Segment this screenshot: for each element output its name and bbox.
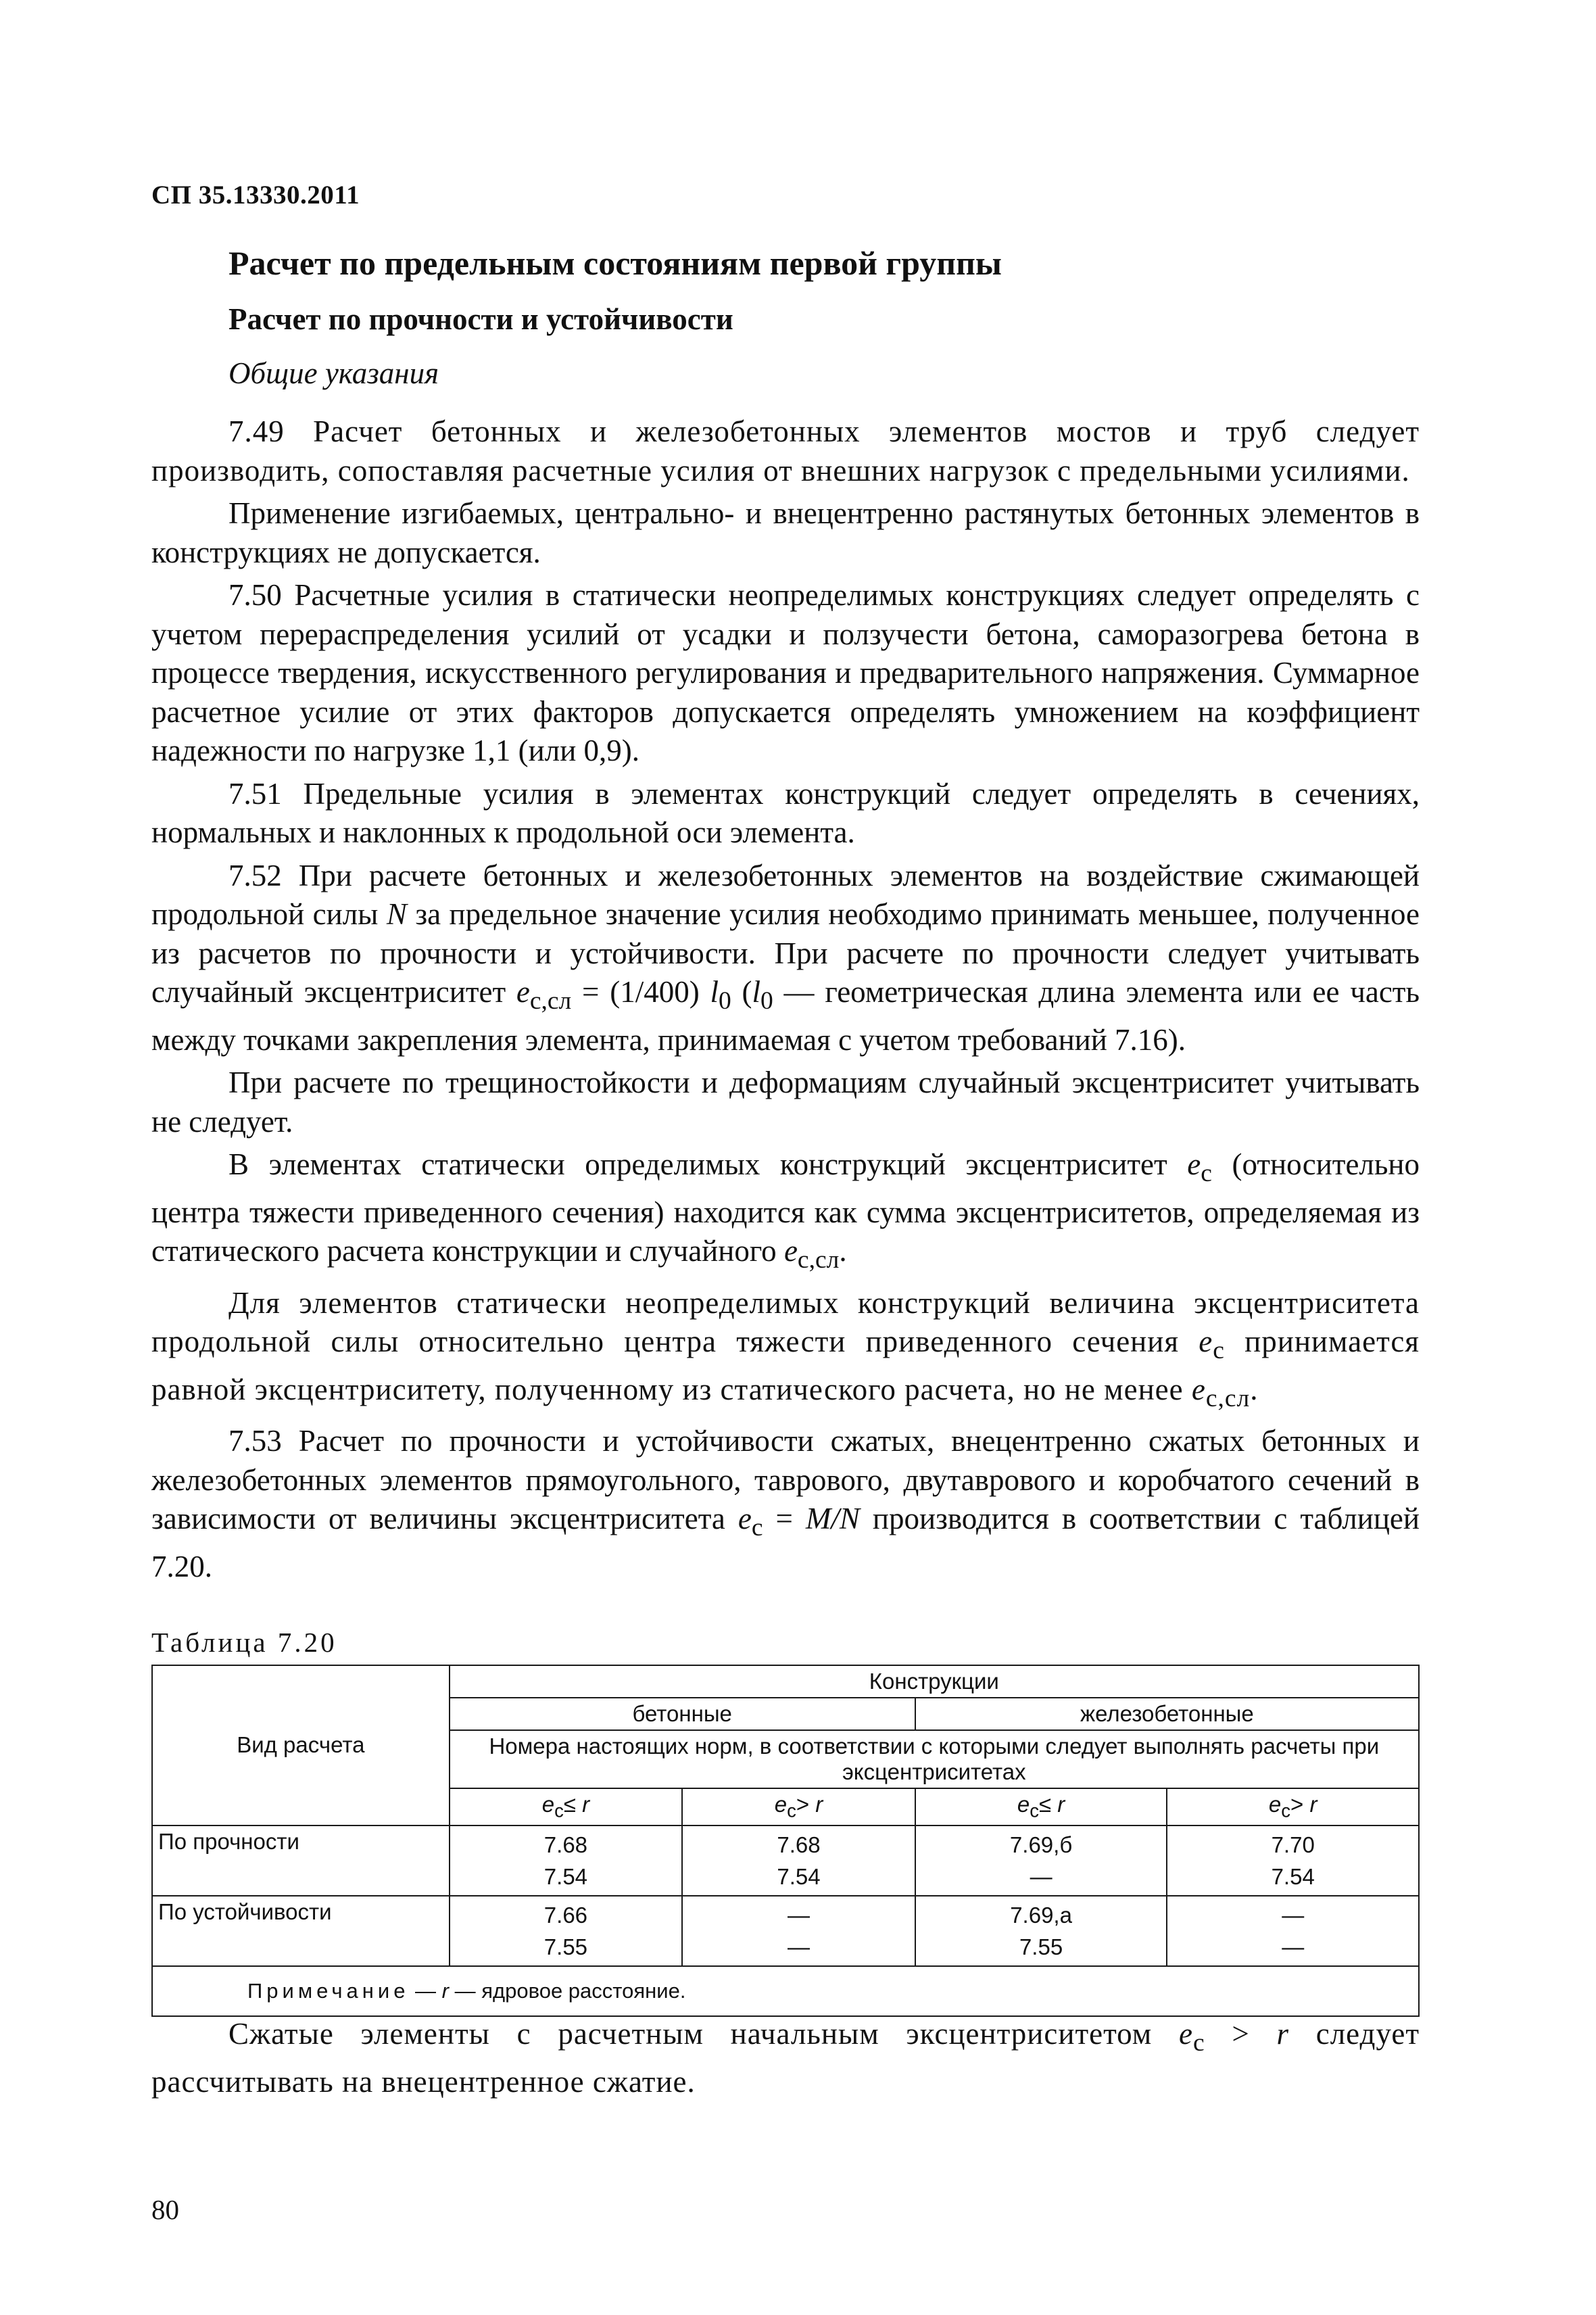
text-run: принимается равной эксцентриситету, полученному из статического расчета, но не менее — [151, 1324, 1420, 1406]
header-condition — [450, 1788, 683, 1825]
header-numbers-note: Номера настоящих норм, в соответствии с которыми следует выполнять расчеты при эксцентриситетах — [450, 1730, 1419, 1788]
header-concrete: бетонные — [450, 1698, 915, 1730]
header-condition — [682, 1788, 915, 1825]
cell-value: 7.69,а — [1010, 1902, 1072, 1928]
symbol-subscript: c — [787, 1800, 796, 1821]
cell-value: 7.55 — [1019, 1934, 1063, 1959]
cell-value: 7.68 — [777, 1832, 821, 1857]
table-cell — [682, 1825, 915, 1896]
table-header-row — [152, 1665, 1419, 1698]
text-run: — ядровое расстояние. — [449, 1978, 686, 2003]
symbol-e: e — [516, 975, 530, 1009]
page-number: 80 — [151, 2194, 179, 2225]
section-heading: Расчет по предельным состояниям первой группы — [228, 244, 1002, 282]
symbol-subscript: 0 — [719, 987, 731, 1015]
symbol-n: N — [386, 897, 407, 931]
text-run: 7.52 При расчете бетонных и железобетонных элементов на воздействие сжимающей продольной силы — [151, 858, 1420, 931]
symbol-r: r — [1276, 2017, 1290, 2051]
table-7-20 — [151, 1665, 1420, 2017]
symbol-subscript: c — [1030, 1800, 1039, 1821]
symbol-r: r — [1309, 1792, 1317, 1817]
symbol-subscript: c — [1193, 2029, 1205, 2057]
symbol-mn: M/N — [805, 1502, 860, 1535]
paragraph-7-49-cont: Применение изгибаемых, центрально- и внецентренно растянутых бетонных элементов в конструкциях не допускается. — [151, 496, 1420, 569]
table-cell — [1167, 1896, 1419, 1966]
text-run: следует рассчитывать на внецентренное сжатие. — [151, 2017, 1420, 2099]
cell-value: 7.54 — [777, 1863, 821, 1889]
table-cell — [450, 1825, 683, 1896]
cell-value: — — [787, 1934, 810, 1959]
document-code: СП 35.13330.2011 — [151, 181, 360, 210]
text-run: . — [1250, 1372, 1259, 1406]
symbol-subscript: c — [1213, 1337, 1225, 1364]
paragraph-7-52-d — [151, 1284, 1420, 1418]
text-run: В элементах статически определимых конструкций эксцентриситет — [228, 1147, 1188, 1181]
table-cell — [915, 1896, 1167, 1966]
symbol-gt: > — [1290, 1792, 1304, 1817]
text-run: — геометрическая длина элемента или ее часть между точками закрепления элемента, принимаемая с учетом требований 7.16). — [151, 975, 1420, 1057]
symbol-e: e — [1187, 1147, 1201, 1181]
cell-value: 7.66 — [543, 1902, 588, 1928]
calculation-table — [151, 1665, 1420, 2017]
paragraph-7-52 — [151, 857, 1420, 1060]
text-run: Для элементов статически неопределимых конструкций величина эксцентриситета продольной силы относительно центра тяжести приведенного сечения — [151, 1285, 1420, 1358]
symbol-e: e — [1017, 1792, 1030, 1817]
cell-value: 7.69,б — [1009, 1832, 1073, 1857]
symbol-e: e — [1191, 1372, 1206, 1406]
cell-value: — — [1282, 1902, 1305, 1928]
cell-value: — — [1030, 1863, 1053, 1889]
paragraph-7-51: 7.51 Предельные усилия в элементах конструкций следует определять в сечениях, нормальных и наклонных к продольной оси элемента. — [151, 776, 1420, 849]
text-run: (относительно центра тяжести приведенного сечения) находится как сумма эксцентриситетов, определяемая из статического расчета конструкции и случайного — [151, 1147, 1420, 1268]
symbol-subscript: 0 — [760, 987, 773, 1015]
row-label: По устойчивости — [152, 1896, 450, 1966]
cell-value: 7.54 — [543, 1863, 588, 1889]
text-run: = (1/400) — [571, 975, 710, 1009]
symbol-le: ≤ — [563, 1792, 576, 1817]
table-caption: Таблица 7.20 — [151, 1627, 337, 1658]
text-run: > — [1205, 2017, 1277, 2051]
cell-value: 7.55 — [543, 1934, 588, 1959]
paragraph-7-52-b: При расчете по трещиностойкости и деформациям случайный эксцентриситет учитывать не следует. — [151, 1066, 1420, 1139]
paragraph-7-53 — [151, 1422, 1420, 1586]
table-cell — [1167, 1825, 1419, 1896]
sub-subsection-heading: Общие указания — [228, 356, 439, 390]
table-note-row — [152, 1966, 1419, 2016]
symbol-e: e — [737, 1502, 752, 1535]
header-calc-type: Вид расчета — [152, 1665, 450, 1825]
cell-value: 7.54 — [1271, 1863, 1315, 1889]
text-run: = — [763, 1502, 806, 1535]
symbol-e: e — [1268, 1792, 1282, 1817]
symbol-l: l — [710, 975, 719, 1009]
text-run: за предельное значение усилия необходимо принимать меньшее, полученное из расчетов по прочности и устойчивости. При расчете по прочности следует учитывать случайный эксцентриситет — [151, 897, 1420, 1009]
text-run: ( — [731, 975, 752, 1009]
header-constructions: Конструкции — [450, 1665, 1419, 1698]
body-text — [151, 412, 1420, 1590]
header-condition — [915, 1788, 1167, 1825]
symbol-gt: > — [796, 1792, 810, 1817]
table-cell — [682, 1896, 915, 1966]
symbol-r: r — [441, 1978, 449, 2003]
table-cell — [450, 1896, 683, 1966]
symbol-e: e — [541, 1792, 555, 1817]
symbol-l: l — [752, 975, 761, 1009]
header-reinforced: железобетонные — [915, 1698, 1419, 1730]
symbol-subscript: c — [751, 1514, 763, 1542]
cell-value: 7.70 — [1271, 1832, 1315, 1857]
symbol-subscript: c,сл — [529, 987, 572, 1015]
symbol-e: e — [1179, 2017, 1193, 2051]
text-run: — — [409, 1978, 442, 2003]
symbol-le: ≤ — [1038, 1792, 1052, 1817]
subsection-heading: Расчет по прочности и устойчивости — [228, 302, 733, 336]
paragraph-7-50: 7.50 Расчетные усилия в статически неопределимых конструкциях следует определять с учетом перераспределения усилий от усадки и ползучести бетона, саморазогрева бетона в процессе твердения, искусственного регулирования и предварительного напряжения. Суммарное расчетное усилие от этих факторов допускается определять умножением на коэффициент надежности по нагрузке 1,1 (или 0,9). — [151, 578, 1420, 767]
symbol-r: r — [815, 1792, 823, 1817]
header-condition — [1167, 1788, 1419, 1825]
symbol-e: e — [783, 1234, 798, 1268]
symbol-subscript: c,сл — [797, 1246, 840, 1274]
table-note — [152, 1966, 1419, 2016]
closing-paragraph — [151, 2015, 1420, 2101]
table-cell — [915, 1825, 1167, 1896]
row-label: По прочности — [152, 1825, 450, 1896]
symbol-r: r — [1057, 1792, 1065, 1817]
note-label: Примечание — [247, 1978, 410, 2003]
paragraph-7-52-c — [151, 1145, 1420, 1280]
symbol-r: r — [582, 1792, 590, 1817]
symbol-subscript: c — [1281, 1800, 1291, 1821]
text-run: . — [839, 1234, 847, 1268]
text-run: производится в соответствии с таблицей 7.20. — [151, 1502, 1420, 1583]
symbol-e: e — [1199, 1324, 1213, 1358]
closing-text — [151, 2015, 1420, 2101]
paragraph-7-49: 7.49 Расчет бетонных и железобетонных элементов мостов и труб следует производить, сопоставляя расчетные усилия от внешних нагрузок с предельными усилиями. — [151, 414, 1420, 487]
cell-value: — — [787, 1902, 810, 1928]
table-row — [152, 1896, 1419, 1966]
text-run: 7.53 Расчет по прочности и устойчивости сжатых, внецентренно сжатых бетонных и железобетонных элементов прямоугольного, таврового, двутаврового и коробчатого сечений в зависимости от величины эксцентриситета — [151, 1424, 1420, 1535]
symbol-e: e — [774, 1792, 788, 1817]
symbol-subscript: c — [554, 1800, 564, 1821]
cell-value: — — [1282, 1934, 1305, 1959]
symbol-subscript: c,сл — [1205, 1384, 1251, 1412]
cell-value: 7.68 — [543, 1832, 588, 1857]
text-run: Сжатые элементы с расчетным начальным эксцентриситетом — [228, 2017, 1180, 2051]
symbol-subscript: c — [1201, 1160, 1212, 1187]
table-row — [152, 1825, 1419, 1896]
